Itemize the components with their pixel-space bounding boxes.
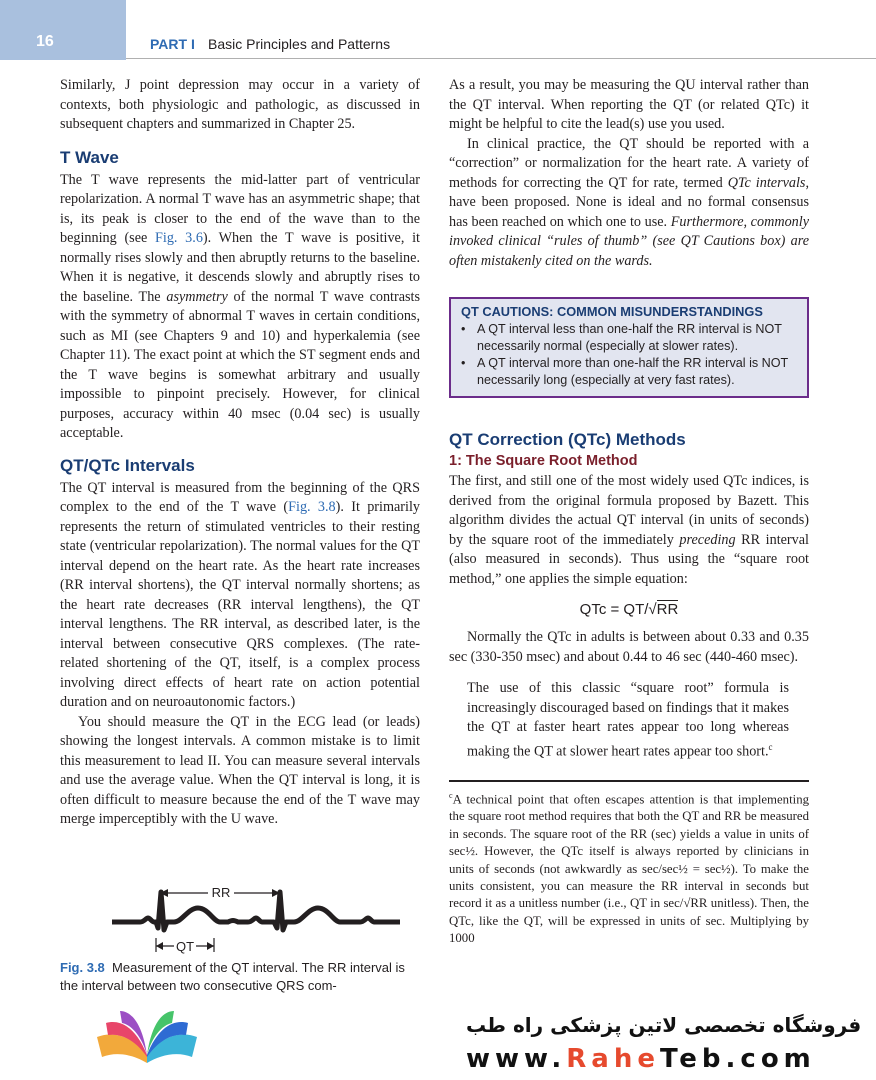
square-root-paragraph: The first, and still one of the most widely used QTc indices, is derived from the original formula proposed by Bazett. This algorithm divides the actual QT interval (in units of seconds) by the square root of the immediately preceding RR interval (also measured in seconds). Thus using the “square root method,” one applies the simple equation: — [449, 473, 809, 587]
right-column — [449, 76, 809, 946]
footnote-divider — [449, 780, 809, 782]
rr-label: RR — [211, 885, 231, 900]
normal-qtc-paragraph: Normally the QTc in adults is between about 0.33 and 0.35 sec (330-350 msec) and about 0.44 to 46 sec (440-460 msec). — [449, 629, 809, 665]
qt-paragraph-1: The QT interval is measured from the beginning of the QRS complex to the end of the T wave (Fig. 3.8). It primarily represents the return of stimulated ventricles to their resting state (ventricular repolarization). The normal values for the QT interval depend on the heart rate. As the heart rate increases (RR interval shortens), the QT interval normally shortens; as the heart rate decreases (RR interval lengthens), the QT interval lengthens. The RR interval, as described later, is the interval between consecutive QRS complexes. (The rate-related shortening of the QT, itself, is a complex process involving direct effects of heart rate on action potential duration and on neuroautonomic factors.) — [60, 479, 420, 710]
qt-heading: QT/QTc Intervals — [60, 455, 195, 475]
fig-3-6-link[interactable]: Fig. 3.6 — [155, 230, 203, 246]
figure-caption-text: Measurement of the QT interval. The RR interval is the interval between two consecutive QRS com- — [60, 960, 405, 993]
watermark-url: www.RaheTeb.com — [466, 1044, 816, 1074]
caution-item: • A QT interval more than one-half the RR interval is NOT necessarily long (especially at very fast rates). — [461, 356, 789, 387]
right-paragraph-2: In clinical practice, the QT should be reported with a “correction” or normalization for the heart rate. A variety of methods for correcting the QT for rate, termed QTc intervals, have been proposed. None is ideal and no formal consensus has been reached on which one to use. Furthermore, commonly invoked clinical “rules of thumb” (see QT Cautions box) are often mistakenly cited on the wards. — [449, 135, 809, 269]
bullet-icon: • — [461, 322, 466, 336]
book-logo-icon — [92, 1005, 202, 1071]
twave-paragraph: The T wave represents the mid-latter part of ventricular repolarization. A normal T wave has an asymmetric shape; that is, its peak is closer to the end of the wave than to the beginning (see Fig. 3.6). When the T wave is positive, it normally rises slowly and then abruptly returns to the baseline. When it is negative, it descends slowly and abruptly rises to the baseline. The asymmetry of the normal T wave contrasts with the symmetry of abnormal T waves in certain conditions, such as MI (see Chapters 9 and 10) and hyperkalemia (see Chapter 11). The exact point at which the ST segment ends and the T wave begins is somewhat arbitrary and usually impossible to pinpoint precisely. However, for clinical purposes, accuracy within 40 msec (0.04 sec) is usually acceptable. — [60, 171, 421, 441]
intro-paragraph: Similarly, J point depression may occur in a variety of contexts, both physiologic and pathologic, as discussed in subsequent chapters and summarized in Chapter 25. — [60, 77, 420, 132]
part-title: Basic Principles and Patterns — [208, 36, 391, 52]
bullet-icon: • — [461, 356, 466, 370]
part-label: PART I — [150, 36, 195, 52]
watermark-title: فروشگاه تخصصی لاتین پزشکی راه طب — [466, 1013, 862, 1037]
qt-label: QT — [175, 939, 195, 954]
figure-caption-label: Fig. 3.8 — [60, 960, 105, 975]
left-column — [60, 76, 420, 830]
page-number-box — [0, 0, 126, 60]
figure-caption — [60, 959, 420, 994]
footnote: $^c$A technical point that often escapes attention is that implementing the square root method requires that both the QT and RR be measured in seconds. The square root of the RR (sec) yields a value in units of sec½. However, the QTc itself is always reported by clinicians in units of seconds (not awkwardly as sec/sec½ = sec½). To make the units consistent, you can measure the RR interval in seconds but record it as a unitless number (i.e., QT in sec/√RR unitless). Then, the QTc, like the QT, will be expressed in units of sec. Multiplying by 1000 — [449, 790, 809, 946]
qt-cautions-title: QT CAUTIONS: COMMON MISUNDERSTANDINGS — [461, 304, 763, 319]
fig-3-8-link[interactable]: Fig. 3.8 — [288, 499, 336, 515]
page-number: 16 — [36, 33, 54, 50]
square-root-method-heading: 1: The Square Root Method — [449, 453, 638, 469]
qtc-methods-heading: QT Correction (QTc) Methods — [449, 430, 686, 449]
right-paragraph-1: As a result, you may be measuring the QU interval rather than the QT interval. When reporting the QT (or related QTc) it might be helpful to cite the lead(s) use you used. — [449, 77, 809, 132]
bazett-equation: QTc = QT/√RR — [579, 601, 679, 618]
square-root-caution-paragraph: The use of this classic “square root” formula is increasingly discouraged based on findings that it makes the QT at faster heart rates appear too long whereas making the QT at slower heart rates appear too short.$^c$ — [467, 680, 789, 760]
header-divider — [126, 58, 876, 59]
caution-item: • A QT interval less than one-half the RR interval is NOT necessarily normal (especially at slower rates). — [461, 322, 782, 353]
qt-paragraph-2: You should measure the QT in the ECG lead (or leads) showing the longest intervals. A common mistake is to limit this measurement to lead II. You can measure several intervals and use the average value. When the QT interval is long, it is often difficult to measure because the end of the T wave may merge imperceptibly with the U wave. — [60, 713, 420, 827]
qt-measurement-figure — [110, 882, 410, 954]
qt-cautions-box — [449, 297, 809, 398]
twave-heading: T Wave — [60, 147, 119, 167]
